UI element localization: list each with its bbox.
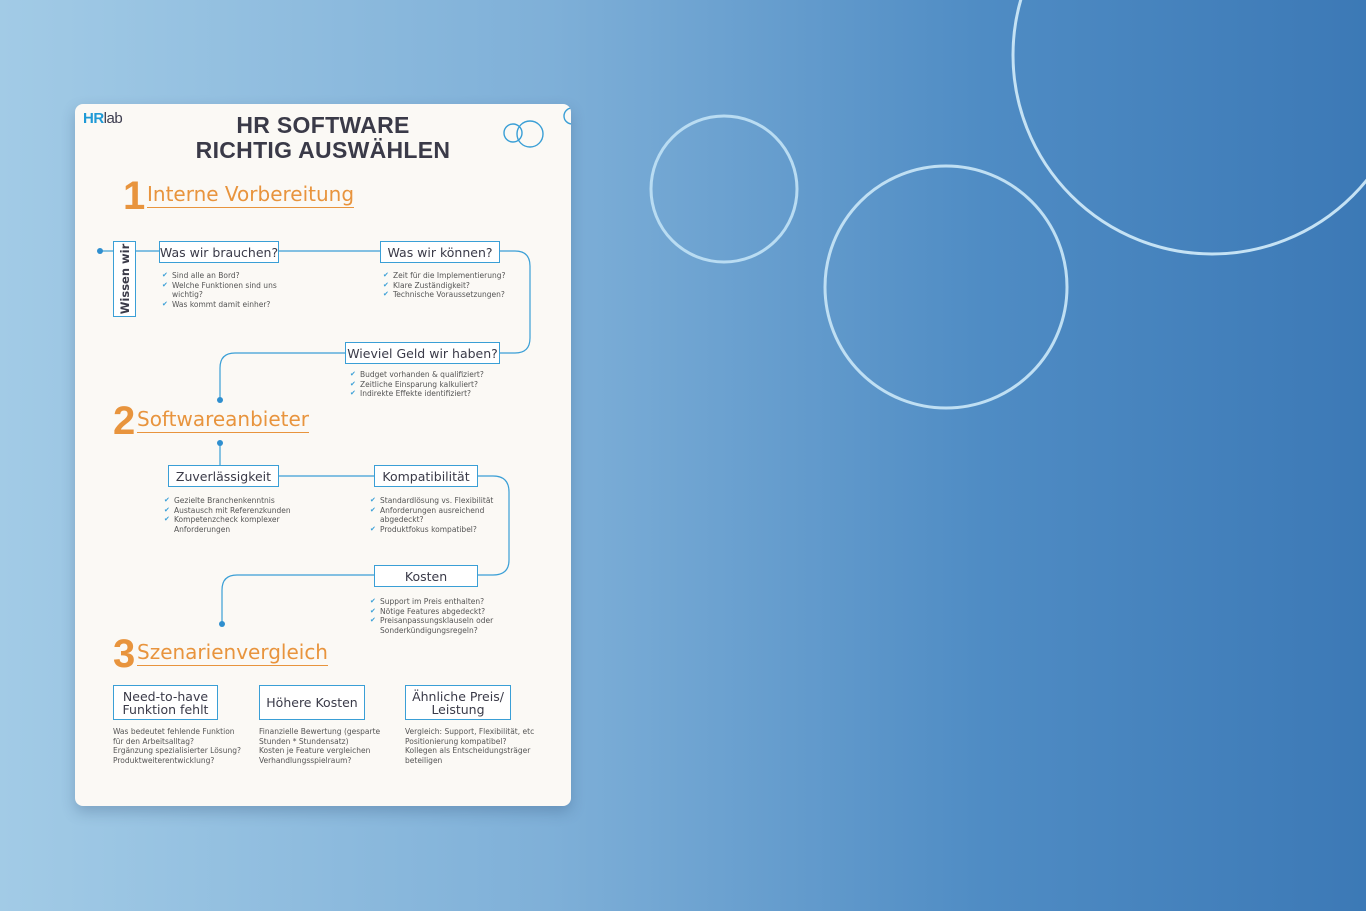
poster-title-line2: RICHTIG AUSWÄHLEN [195,137,451,163]
check-item: ✔ Nötige Features abgedeckt? [370,607,493,617]
bg-circle-medium [825,166,1067,408]
check-item: ✔ Klare Zuständigkeit? [383,281,506,291]
box-label: Höhere Kosten [266,695,358,710]
box-was-wir-koennen [380,241,500,263]
checklist-was-wir-koennen [383,271,506,300]
check-item: ✔ Austausch mit Referenzkunden [164,506,291,516]
check-item: ✔ Kompetenzcheck komplexer [164,515,291,525]
wissen-wir-label: Wissen wir [117,243,132,315]
hr-software-poster [75,104,571,806]
check-item: ✔ Was kommt damit einher? [162,300,277,310]
box-label: Was wir können? [387,244,493,260]
section-2-number: 2 [113,399,136,443]
box-label-line2: Funktion fehlt [122,701,209,717]
section-3-title: Szenarienvergleich [137,640,328,664]
checklist-kosten [370,597,493,635]
section-1-title: Interne Vorbereitung [147,182,355,206]
check-item-continuation: abgedeckt? [380,515,424,525]
wissen-wir-label-box [113,241,136,317]
section-3-number: 3 [113,632,136,676]
box-aehnliche-preis-leistung [405,685,511,720]
text-hoehere-kosten [259,727,380,765]
check-item: ✔ Standardlösung vs. Flexibilität [370,496,493,506]
box-label: Zuverlässigkeit [175,468,272,484]
box-need-to-have [113,685,218,720]
text-aehnliche-preis-leistung [405,727,534,765]
box-label-line1: Need-to-have [122,688,209,704]
text-line: Positionierung kompatibel? [405,736,507,746]
box-label-line2: Leistung [431,701,485,717]
checklist-zuverlaessigkeit [164,496,291,534]
text-line: Ergänzung spezialisierter Lösung? [113,746,241,756]
text-line: Produktweiterentwicklung? [113,755,215,765]
check-item: ✔ Zeitliche Einsparung kalkuliert? [350,380,484,390]
text-line: Kosten je Feature vergleichen [259,746,371,756]
check-item: ✔ Welche Funktionen sind uns [162,281,277,291]
check-item: ✔ Technische Voraussetzungen? [383,290,506,300]
box-wieviel-geld [345,342,500,364]
box-was-wir-brauchen [159,241,279,263]
text-need-to-have [113,727,241,765]
check-item: ✔ Budget vorhanden & qualifiziert? [350,370,484,380]
box-label: Was wir brauchen? [159,244,279,260]
logo-hr: HR [83,110,104,127]
check-item-continuation: Anforderungen [174,524,231,534]
checklist-was-wir-brauchen [162,271,277,309]
poster-title-line1: HR SOFTWARE [236,112,410,138]
checklist-kompatibilitaet [370,496,493,534]
check-item-continuation: wichtig? [172,290,203,300]
text-line: Finanzielle Bewertung (gesparte [259,727,381,736]
box-zuverlaessigkeit [168,465,279,487]
box-label: Kompatibilität [382,468,470,484]
check-item: ✔ Preisanpassungsklauseln oder [370,616,493,626]
check-item: ✔ Indirekte Effekte identifiziert? [350,389,484,399]
box-kompatibilitaet [374,465,478,487]
text-line: Kollegen als Entscheidungsträger [405,746,531,756]
checklist-wieviel-geld [350,370,484,399]
section-2-title: Softwareanbieter [137,407,310,431]
box-label-line1: Ähnliche Preis/ [412,688,504,704]
check-item-continuation: Sonderkündigungsregeln? [380,625,478,635]
check-item: ✔ Sind alle an Bord? [162,271,277,281]
box-label: Wieviel Geld wir haben? [347,345,498,361]
check-item: ✔ Gezielte Branchenkenntnis [164,496,291,506]
check-item: ✔ Produktfokus kompatibel? [370,525,493,535]
check-item: ✔ Support im Preis enthalten? [370,597,493,607]
box-hoehere-kosten [259,685,365,720]
logo-lab: lab [103,110,123,127]
text-line: Stunden * Stundensatz) [259,736,349,746]
text-line: Verhandlungsspielraum? [259,755,352,765]
check-item: ✔ Zeit für die Implementierung? [383,271,506,281]
text-line: Vergleich: Support, Flexibilität, etc [405,727,535,736]
bg-circle-large [1013,0,1366,254]
text-line: beteiligen [405,755,443,765]
bg-circle-small [651,116,797,262]
section-1-number: 1 [123,174,146,218]
text-line: Was bedeutet fehlende Funktion [113,727,235,736]
box-label: Kosten [404,568,448,584]
box-kosten [374,565,478,587]
text-line: für den Arbeitsalltag? [113,736,194,746]
check-item: ✔ Anforderungen ausreichend [370,506,493,516]
